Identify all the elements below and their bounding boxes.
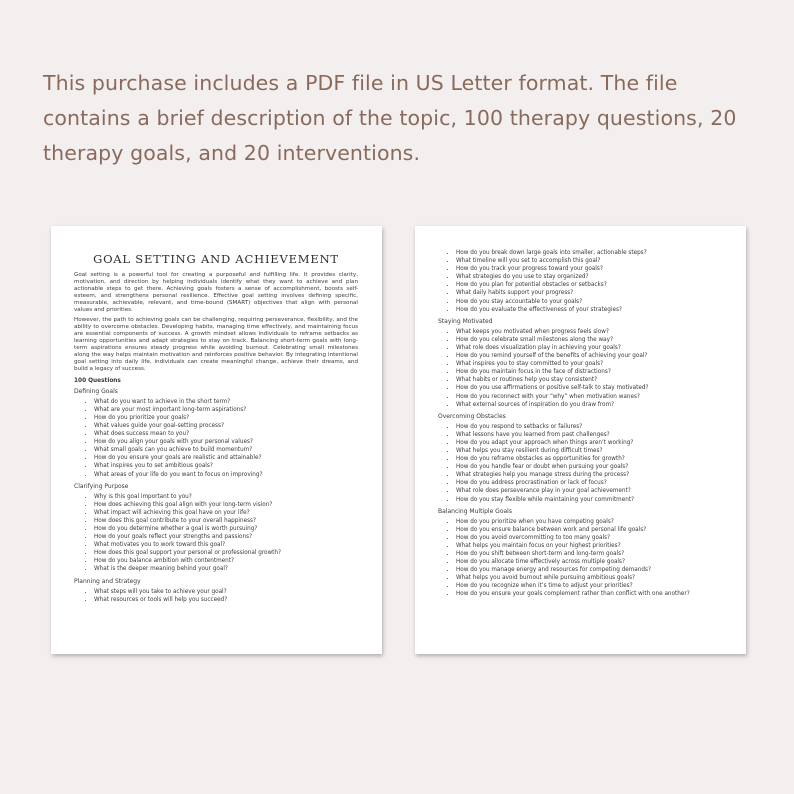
question-item: • How do your goals reflect your strengths and passions? xyxy=(94,533,358,541)
question-item: • What external sources of inspiration do you draw from? xyxy=(456,401,728,409)
question-item: • What strategies help you manage stress during the process? xyxy=(456,471,728,479)
question-item: • What impact will achieving this goal have on your life? xyxy=(94,509,358,517)
document-page-1 xyxy=(51,226,382,654)
question-item: • How do you ensure balance between work and personal life goals? xyxy=(456,526,728,534)
question-list-staying-motivated xyxy=(438,328,728,409)
question-list-overcoming-obstacles xyxy=(438,423,728,504)
question-item: • What values guide your goal-setting process? xyxy=(94,422,358,430)
question-item: • How do you stay accountable to your goals? xyxy=(456,298,728,306)
question-item: • How does this goal contribute to your overall happiness? xyxy=(94,517,358,525)
question-list-defining-goals xyxy=(74,398,358,479)
left-question-sections xyxy=(74,388,358,604)
question-item: • How do you determine whether a goal is worth pursuing? xyxy=(94,525,358,533)
question-item: • How do you prioritize your goals? xyxy=(94,414,358,422)
question-item: • What resources or tools will help you succeed? xyxy=(94,596,358,604)
question-item: • What are your most important long-term aspirations? xyxy=(94,406,358,414)
question-item: • How do you plan for potential obstacles or setbacks? xyxy=(456,281,728,289)
section-heading-clarifying-purpose: Clarifying Purpose xyxy=(74,482,129,490)
question-item: • How do you prioritize when you have competing goals? xyxy=(456,518,728,526)
question-item: • How do you handle fear or doubt when pursuing your goals? xyxy=(456,463,728,471)
question-item: • How do you respond to setbacks or failures? xyxy=(456,423,728,431)
question-item: • How do you track your progress toward your goals? xyxy=(456,265,728,273)
section-heading-staying-motivated: Staying Motivated xyxy=(438,317,493,325)
question-item: • How does this goal support your personal or professional growth? xyxy=(94,549,358,557)
question-item: • How do you maintain focus in the face of distractions? xyxy=(456,368,728,376)
right-question-sections xyxy=(438,318,728,599)
question-item: • What timeline will you set to accomplish this goal? xyxy=(456,257,728,265)
product-description: This purchase includes a PDF file in US Letter format. The file contains a brief description of the topic, 100 therapy questions, 20 therapy goals, and 20 interventions. xyxy=(43,71,737,165)
section-heading-balancing-multiple-goals: Balancing Multiple Goals xyxy=(438,507,512,515)
section-heading-planning-and-strategy: Planning and Strategy xyxy=(74,577,141,585)
question-item: • How do you shift between short-term and long-term goals? xyxy=(456,550,728,558)
question-item: • What do you want to achieve in the short term? xyxy=(94,398,358,406)
question-item: • How do you recognize when it’s time to adjust your priorities? xyxy=(456,582,728,590)
question-item: • How do you balance ambition with contentment? xyxy=(94,557,358,565)
question-item: • How do you use affirmations or positive self-talk to stay motivated? xyxy=(456,384,728,392)
question-item: • How do you adapt your approach when things aren’t working? xyxy=(456,439,728,447)
question-item: • What does success mean to you? xyxy=(94,430,358,438)
question-item: • How do you align your goals with your personal values? xyxy=(94,438,358,446)
question-item: • What lessons have you learned from past challenges? xyxy=(456,431,728,439)
question-item: • How do you manage energy and resources for competing demands? xyxy=(456,566,728,574)
question-item: • What helps you maintain focus on your highest priorities? xyxy=(456,542,728,550)
question-item: • What keeps you motivated when progress feels slow? xyxy=(456,328,728,336)
question-list-planning-and-strategy xyxy=(74,588,358,604)
question-item: • What daily habits support your progress? xyxy=(456,289,728,297)
question-item: • What role does visualization play in achieving your goals? xyxy=(456,344,728,352)
planning-continued-list xyxy=(438,249,728,314)
section-heading-overcoming-obstacles: Overcoming Obstacles xyxy=(438,412,506,420)
question-item: • What habits or routines help you stay consistent? xyxy=(456,376,728,384)
question-list-balancing-multiple-goals xyxy=(438,518,728,599)
section-heading-defining-goals: Defining Goals xyxy=(74,387,118,395)
questions-heading: 100 Questions xyxy=(74,377,121,384)
document-title: GOAL SETTING AND ACHIEVEMENT xyxy=(93,252,339,266)
question-item: • What inspires you to stay committed to your goals? xyxy=(456,360,728,368)
question-item: • How do you address procrastination or lack of focus? xyxy=(456,479,728,487)
document-page-2 xyxy=(415,226,746,654)
question-item: • What helps you stay resilient during difficult times? xyxy=(456,447,728,455)
question-item: • How do you avoid overcommitting to too many goals? xyxy=(456,534,728,542)
question-item: • What is the deeper meaning behind your goal? xyxy=(94,565,358,573)
question-item: • How does achieving this goal align with your long-term vision? xyxy=(94,501,358,509)
intro-paragraph-1: Goal setting is a powerful tool for creating a purposeful and fulfilling life. It provides clarity, motivation, and direction by helping individuals identify what they want to achieve and plan actionable steps to get there. Achieving goals fosters a sense of accomplishment, boosts self-esteem, and strengthens personal resilience. Effective goal setting involves defining specific, measurable, achievable, relevant, and time-bound (SMART) objectives that align with personal values and priorities. xyxy=(74,272,358,313)
question-item: • How do you ensure your goals are realistic and attainable? xyxy=(94,454,358,462)
question-item: • How do you remind yourself of the benefits of achieving your goal? xyxy=(456,352,728,360)
question-item: • How do you celebrate small milestones along the way? xyxy=(456,336,728,344)
question-item: • What strategies do you use to stay organized? xyxy=(456,273,728,281)
question-item: • How do you stay flexible while maintaining your commitment? xyxy=(456,496,728,504)
question-item: • What areas of your life do you want to focus on improving? xyxy=(94,471,358,479)
question-item: • What role does perseverance play in your goal achievement? xyxy=(456,487,728,495)
question-item: • What inspires you to set ambitious goals? xyxy=(94,462,358,470)
question-item: • What helps you avoid burnout while pursuing ambitious goals? xyxy=(456,574,728,582)
question-list-clarifying-purpose xyxy=(74,493,358,574)
question-item: • What steps will you take to achieve your goal? xyxy=(94,588,358,596)
question-item: • How do you break down large goals into smaller, actionable steps? xyxy=(456,249,728,257)
question-item: • How do you reconnect with your “why” when motivation wanes? xyxy=(456,393,728,401)
question-item: • How do you evaluate the effectiveness of your strategies? xyxy=(456,306,728,314)
question-item: • Why is this goal important to you? xyxy=(94,493,358,501)
question-item: • What small goals can you achieve to build momentum? xyxy=(94,446,358,454)
question-item: • What motivates you to work toward this goal? xyxy=(94,541,358,549)
question-item: • How do you ensure your goals complement rather than conflict with one another? xyxy=(456,590,728,598)
intro-paragraph-2: However, the path to achieving goals can be challenging, requiring perseverance, flexibility, and the ability to overcome obstacles. Developing habits, managing time effectively, and maintaining focus are essential components of success. A growth mindset allows individuals to reframe setbacks as learning opportunities and adapt strategies to stay on track. Balancing short-term goals with long-term aspirations ensures steady progress while avoiding burnout. Celebrating small milestones along the way helps maintain motivation and reinforces positive behavior. By integrating intentional goal setting into daily life, individuals can create meaningful change, achieve their dreams, and build a legacy of success. xyxy=(74,317,358,372)
question-item: • How do you reframe obstacles as opportunities for growth? xyxy=(456,455,728,463)
question-item: • How do you allocate time effectively across multiple goals? xyxy=(456,558,728,566)
